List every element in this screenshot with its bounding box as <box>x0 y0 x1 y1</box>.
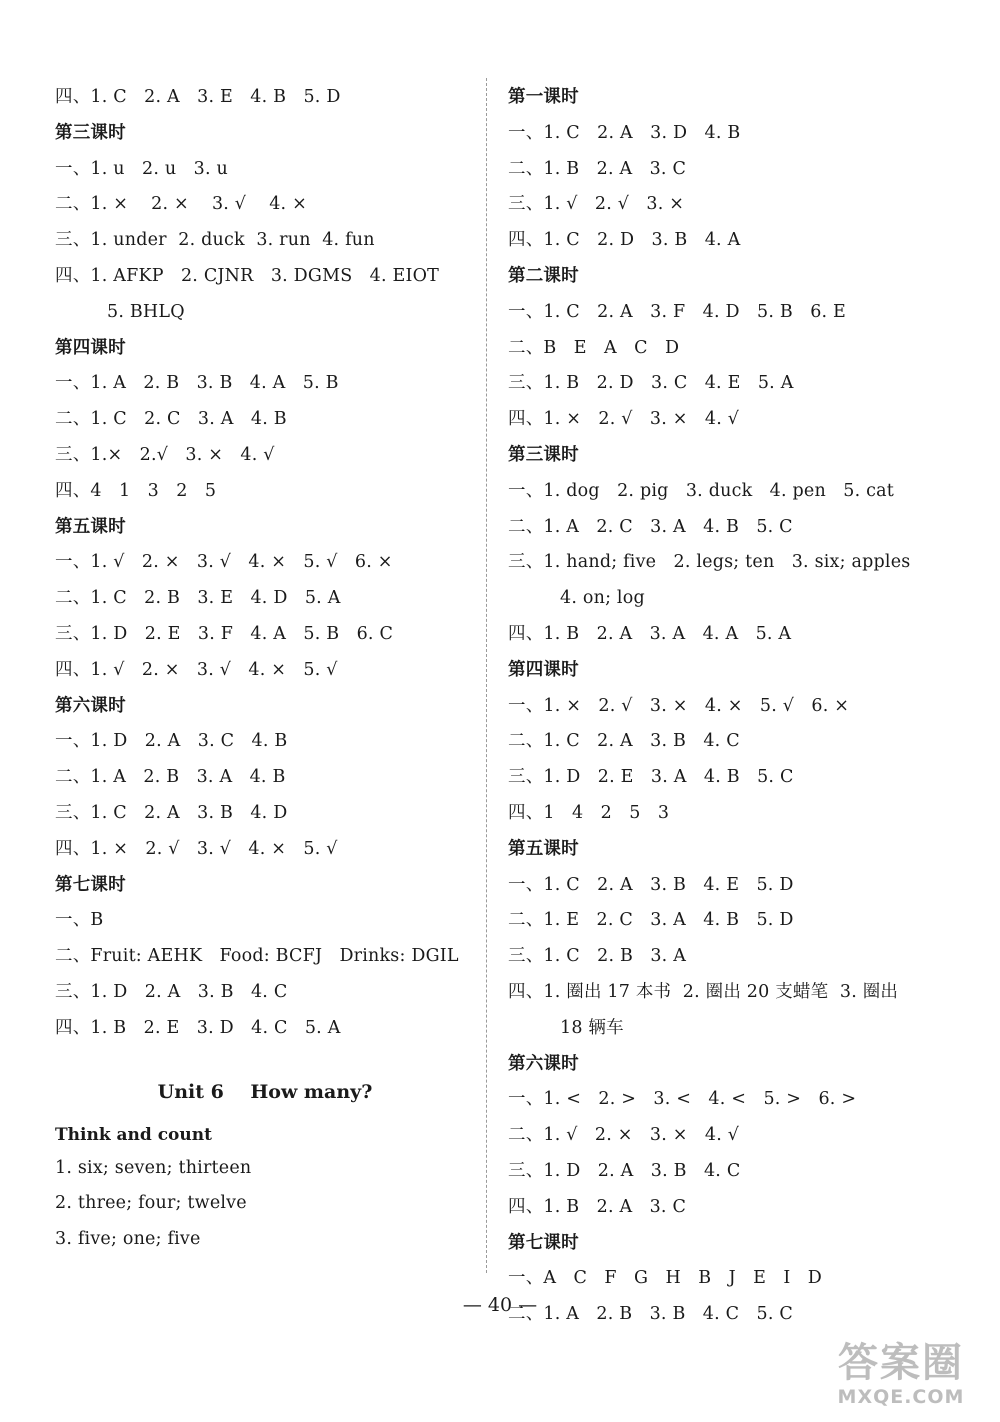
lesson-heading: 第五课时 <box>508 838 579 859</box>
lesson-heading: 第四课时 <box>55 337 126 358</box>
column-divider <box>486 78 487 1273</box>
answer-line: 一、1. × 2. √ 3. × 4. × 5. √ 6. × <box>508 695 850 716</box>
answer-line: 四、1. × 2. √ 3. √ 4. × 5. √ <box>55 838 338 859</box>
lesson-heading: 第一课时 <box>508 87 579 107</box>
answer-line: 一、1. < 2. > 3. < 4. < 5. > 6. > <box>508 1089 857 1110</box>
lesson-heading: 第四课时 <box>508 659 579 680</box>
lesson-heading: 第五课时 <box>55 516 126 537</box>
answer-line: 一、1. u 2. u 3. u <box>55 158 228 179</box>
answer-line: 四、1 4 2 5 3 <box>508 802 670 823</box>
answer-line: 三、1. under 2. duck 3. run 4. fun <box>55 230 375 251</box>
answer-line: 一、A C F G H B J E I D <box>508 1268 822 1289</box>
answer-line: 三、1.× 2.√ 3. × 4. √ <box>55 444 275 465</box>
right-column <box>508 82 948 1335</box>
answer-line: 三、1. hand; five 2. legs; ten 3. six; apples <box>508 552 911 573</box>
section-heading: Think and count <box>55 1124 212 1145</box>
answer-line: 三、1. D 2. E 3. F 4. A 5. B 6. C <box>55 623 394 644</box>
watermark-logo-text: 答案圈 <box>838 1340 964 1386</box>
answer-line: 四、1. B 2. A 3. C <box>508 1196 687 1217</box>
answer-line: 四、1. B 2. A 3. A 4. A 5. A <box>508 623 792 644</box>
unit-title: Unit 6 How many? <box>157 1080 373 1103</box>
answer-line: 二、1. A 2. C 3. A 4. B 5. C <box>508 516 793 537</box>
answer-line: 四、4 1 3 2 5 <box>55 480 217 501</box>
answer-line: 四、1. × 2. √ 3. × 4. √ <box>508 409 740 430</box>
answer-line: 3. five; one; five <box>55 1229 201 1250</box>
left-column <box>55 82 475 1260</box>
answer-line: 二、1. √ 2. × 3. × 4. √ <box>508 1125 740 1146</box>
answer-line: 四、1. C 2. D 3. B 4. A <box>508 230 741 251</box>
answer-line: 三、1. C 2. B 3. A <box>508 946 687 967</box>
answer-line: 一、1. D 2. A 3. C 4. B <box>55 731 288 752</box>
page-number: — 40 — <box>462 1294 538 1316</box>
answer-line: 一、1. C 2. A 3. D 4. B <box>508 122 741 143</box>
answer-line: 四、1. √ 2. × 3. √ 4. × 5. √ <box>55 659 338 680</box>
answer-line: 四、1. B 2. E 3. D 4. C 5. A <box>55 1017 341 1038</box>
lesson-heading: 第三课时 <box>508 444 579 465</box>
answer-line: 三、1. D 2. A 3. B 4. C <box>55 981 288 1002</box>
answer-line: 三、1. D 2. A 3. B 4. C <box>508 1160 741 1181</box>
answer-line: 18 辆车 <box>560 1017 624 1038</box>
answer-line: 三、1. C 2. A 3. B 4. D <box>55 802 288 823</box>
answer-line: 一、1. dog 2. pig 3. duck 4. pen 5. cat <box>508 480 894 501</box>
lesson-heading: 第六课时 <box>508 1053 579 1074</box>
answer-line: 三、1. √ 2. √ 3. × <box>508 194 685 215</box>
answer-line: 二、1. E 2. C 3. A 4. B 5. D <box>508 910 794 931</box>
answer-line: 二、B E A C D <box>508 337 680 358</box>
answer-line: 三、1. D 2. E 3. A 4. B 5. C <box>508 767 794 788</box>
answer-line: 一、1. C 2. A 3. F 4. D 5. B 6. E <box>508 301 847 322</box>
answer-line: 二、Fruit: AEHK Food: BCFJ Drinks: DGIL <box>55 946 459 967</box>
answer-line: 2. three; four; twelve <box>55 1193 247 1214</box>
answer-line: 三、1. B 2. D 3. C 4. E 5. A <box>508 373 794 394</box>
answer-line: 二、1. A 2. B 3. A 4. B <box>55 767 286 788</box>
answer-line: 二、1. C 2. A 3. B 4. C <box>508 731 740 752</box>
lesson-heading: 第三课时 <box>55 122 126 143</box>
answer-line: 一、1. C 2. A 3. B 4. E 5. D <box>508 874 794 895</box>
lesson-heading: 第七课时 <box>55 874 126 895</box>
watermark-url: MXQE.COM <box>837 1386 965 1408</box>
answer-line: 二、1. C 2. C 3. A 4. B <box>55 409 287 430</box>
answer-line: 二、1. × 2. × 3. √ 4. × <box>55 194 307 215</box>
answer-line: 一、1. √ 2. × 3. √ 4. × 5. √ 6. × <box>55 552 393 573</box>
answer-line: 一、B <box>55 910 104 931</box>
answer-line: 二、1. C 2. B 3. E 4. D 5. A <box>55 588 341 609</box>
lesson-heading: 第七课时 <box>508 1232 579 1253</box>
answer-line: 二、1. B 2. A 3. C <box>508 158 687 179</box>
answer-line: 四、1. 圈出 17 本书 2. 圈出 20 支蜡笔 3. 圈出 <box>508 981 899 1002</box>
watermark-logo <box>816 1340 986 1414</box>
answer-line: 二、1. A 2. B 3. B 4. C 5. C <box>508 1304 793 1325</box>
answer-line: 1. six; seven; thirteen <box>55 1157 252 1178</box>
answer-line: 四、1. AFKP 2. CJNR 3. DGMS 4. EIOT <box>55 265 440 286</box>
answer-line: 5. BHLQ <box>107 301 185 322</box>
lesson-heading: 第二课时 <box>508 265 579 286</box>
lesson-heading: 第六课时 <box>55 695 126 716</box>
answer-line: 4. on; log <box>560 588 645 609</box>
answer-line: 一、1. A 2. B 3. B 4. A 5. B <box>55 373 339 394</box>
answer-line: 四、1. C 2. A 3. E 4. B 5. D <box>55 87 341 107</box>
